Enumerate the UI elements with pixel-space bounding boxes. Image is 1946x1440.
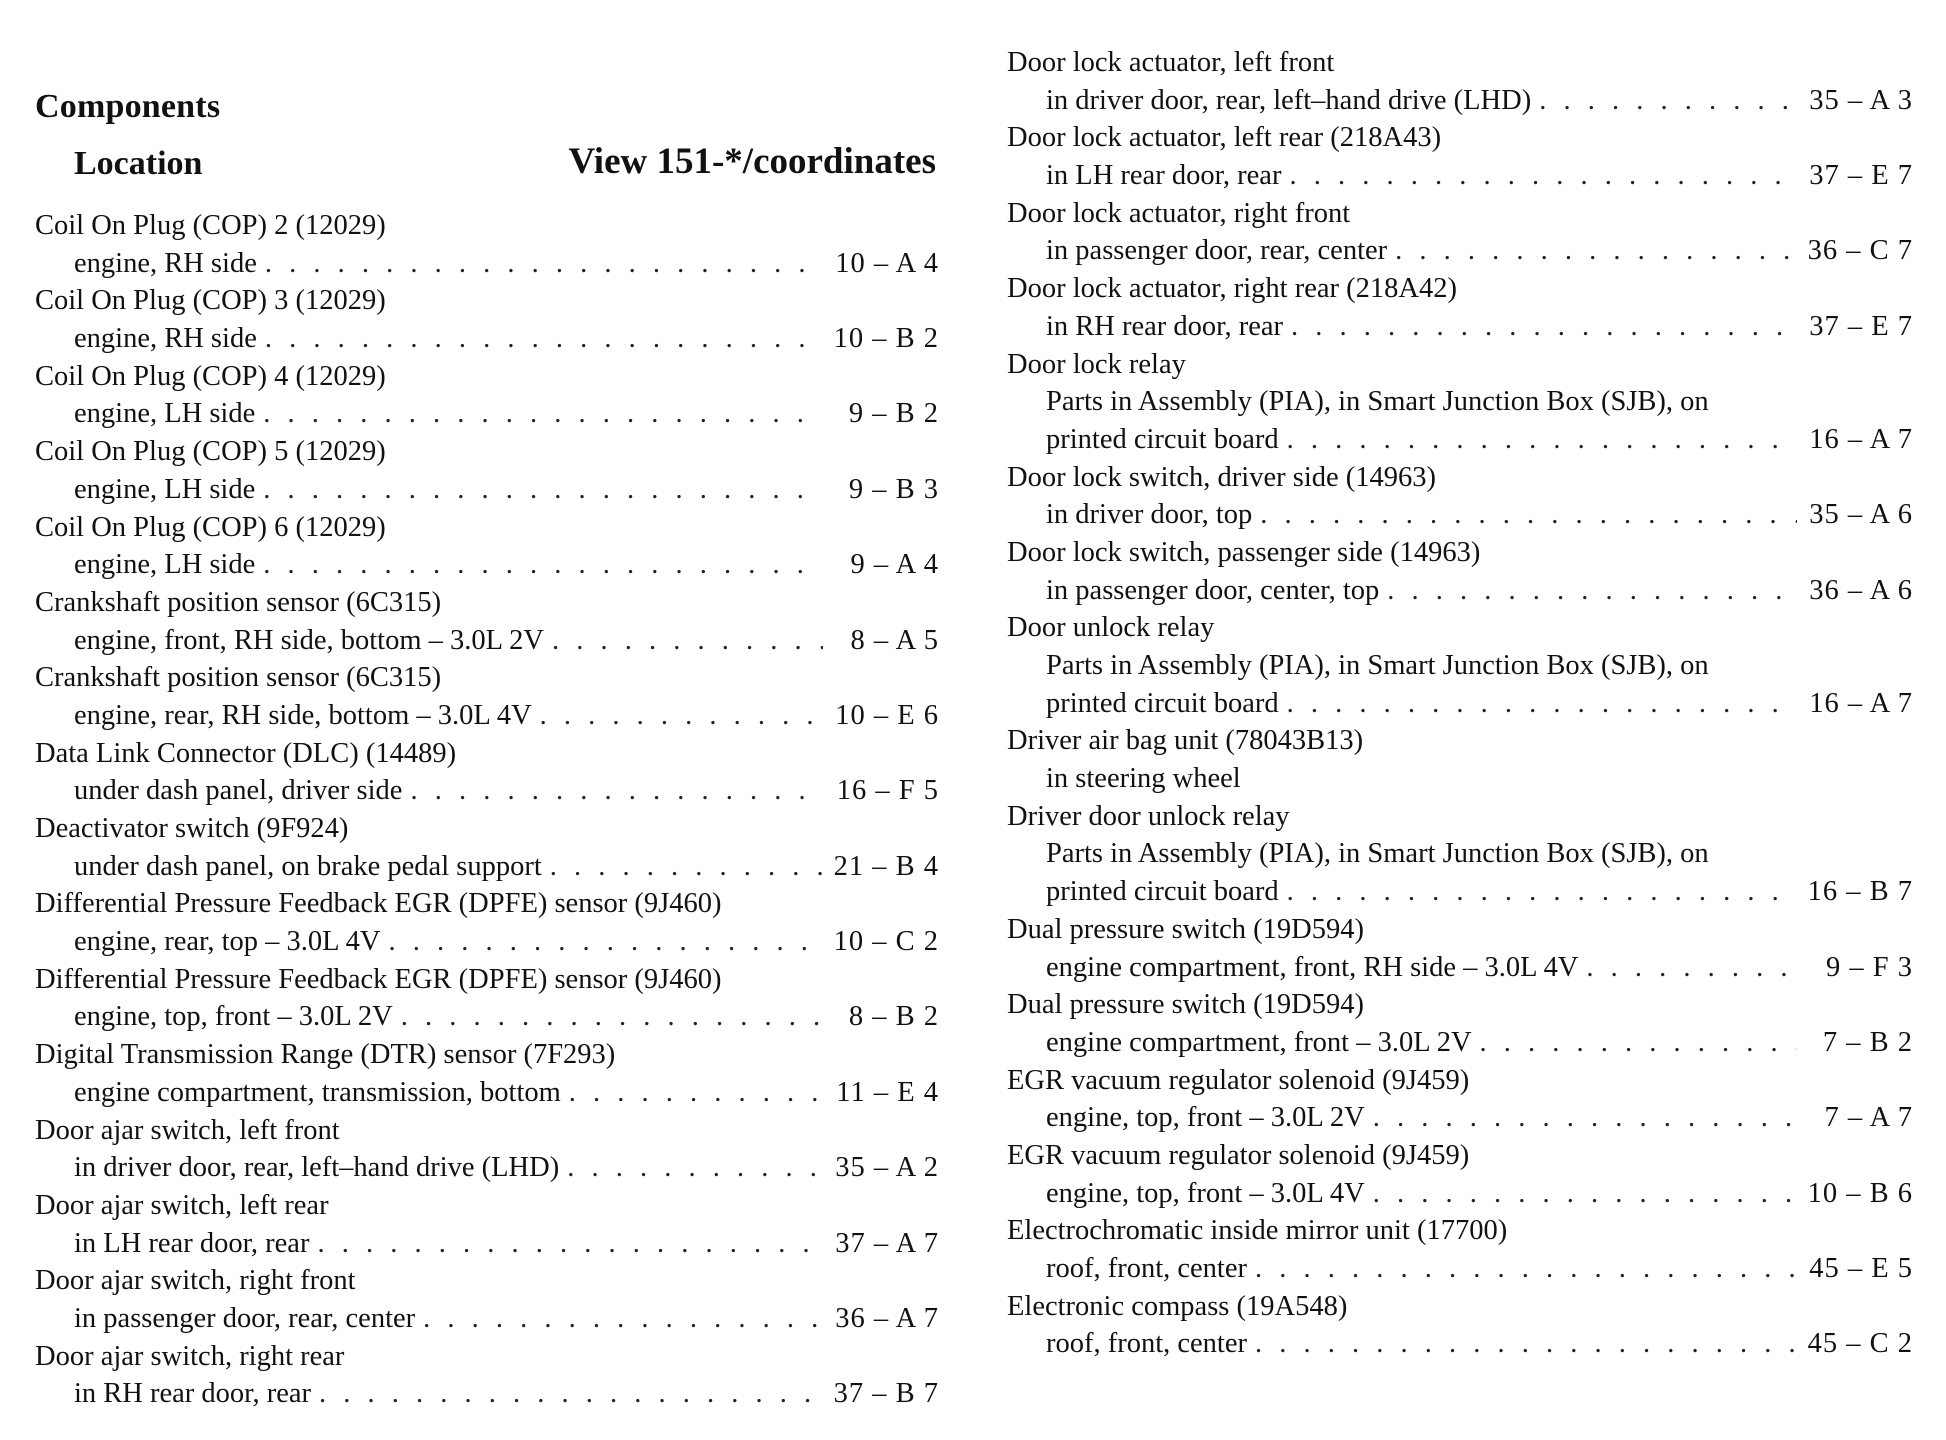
component-entry	[35, 1112, 939, 1187]
component-location-text: under dash panel, on brake pedal support	[74, 850, 542, 882]
component-name	[1007, 911, 1913, 949]
component-location-line	[35, 622, 939, 660]
component-location-line	[1007, 421, 1913, 459]
component-entry	[35, 584, 939, 659]
dot-leader	[1255, 1250, 1797, 1288]
dot-leader	[317, 1225, 823, 1263]
component-location-line	[1007, 760, 1913, 798]
component-name-text: Door ajar switch, left rear	[35, 1189, 329, 1221]
component-name-text: Driver door unlock relay	[1007, 800, 1290, 832]
view-coordinate: 16 – F 5	[836, 775, 939, 807]
component-name	[1007, 270, 1913, 308]
view-coordinate: 16 – A 7	[1809, 423, 1913, 455]
view-coordinate: 37 – B 7	[833, 1378, 939, 1410]
component-entry	[35, 282, 939, 357]
component-location-line	[35, 320, 939, 358]
component-name	[35, 659, 939, 697]
component-location-line	[35, 1074, 939, 1112]
component-name-text: Digital Transmission Range (DTR) sensor (7F293)	[35, 1039, 616, 1071]
component-name	[1007, 119, 1913, 157]
component-location-text: engine, front, RH side, bottom – 3.0L 2V	[74, 624, 544, 656]
component-location-line	[1007, 1024, 1913, 1062]
component-name-text: Door lock switch, passenger side (14963)	[1007, 536, 1481, 568]
component-location-line	[35, 395, 939, 433]
view-coordinate: 37 – A 7	[835, 1227, 939, 1259]
component-name-text: Door lock switch, driver side (14963)	[1007, 461, 1436, 493]
component-location-line	[35, 1225, 939, 1263]
component-entry	[1007, 195, 1913, 270]
component-location-text: in passenger door, rear, center	[74, 1302, 416, 1334]
component-name-text: Door ajar switch, left front	[35, 1114, 340, 1146]
component-location-text: in passenger door, center, top	[1046, 574, 1380, 606]
view-coordinate: 10 – B 6	[1807, 1177, 1913, 1209]
dot-leader	[1255, 1325, 1797, 1363]
component-name	[35, 1112, 939, 1150]
component-name-text: Door ajar switch, right front	[35, 1265, 356, 1297]
component-location-line	[1007, 1099, 1913, 1137]
component-location-line	[1007, 383, 1913, 421]
component-location-text: in driver door, rear, left–hand drive (LHD)	[1046, 84, 1532, 116]
right-column	[1007, 44, 1913, 1363]
component-name	[1007, 798, 1913, 836]
view-coordinate: 36 – A 6	[1809, 574, 1913, 606]
component-location-text: engine compartment, front, RH side – 3.0L 4V	[1046, 951, 1579, 983]
component-name-text: Differential Pressure Feedback EGR (DPFE) sensor (9J460)	[35, 963, 722, 995]
component-name-text: EGR vacuum regulator solenoid (9J459)	[1007, 1064, 1470, 1096]
component-location-line	[1007, 1325, 1913, 1363]
component-name-text: Dual pressure switch (19D594)	[1007, 989, 1364, 1021]
component-name	[35, 509, 939, 547]
dot-leader	[423, 1300, 823, 1338]
component-entry	[35, 207, 939, 282]
dot-leader	[1395, 232, 1797, 270]
component-name-text: Dual pressure switch (19D594)	[1007, 913, 1364, 945]
component-name	[35, 1262, 939, 1300]
view-coordinate: 10 – A 4	[835, 247, 939, 279]
component-name	[1007, 459, 1913, 497]
component-location-text: engine, top, front – 3.0L 2V	[1046, 1102, 1365, 1134]
component-location-text: printed circuit board	[1046, 423, 1279, 455]
component-name-text: Door unlock relay	[1007, 612, 1215, 644]
view-coordinate: 16 – B 7	[1807, 876, 1913, 908]
component-name	[35, 282, 939, 320]
component-name	[35, 735, 939, 773]
dot-leader	[265, 245, 823, 283]
component-location-text: in LH rear door, rear	[1046, 160, 1282, 192]
dot-leader	[388, 923, 823, 961]
component-entry	[1007, 534, 1913, 609]
component-entry	[1007, 1288, 1913, 1363]
component-location-line	[1007, 873, 1913, 911]
view-coordinate: 37 – E 7	[1809, 310, 1913, 342]
component-entry	[35, 961, 939, 1036]
component-entry	[1007, 1137, 1913, 1212]
view-coordinate: 37 – E 7	[1809, 160, 1913, 192]
component-entry	[35, 509, 939, 584]
component-location-text: roof, front, center	[1046, 1253, 1247, 1284]
dot-leader	[263, 546, 823, 584]
component-entry	[35, 659, 939, 734]
component-location-line	[1007, 232, 1913, 270]
component-location-line	[1007, 572, 1913, 610]
component-name-text: Door lock actuator, right rear (218A42)	[1007, 273, 1457, 305]
component-entry	[1007, 459, 1913, 534]
dot-leader	[319, 1375, 823, 1413]
component-name-text: Coil On Plug (COP) 6 (12029)	[35, 511, 386, 543]
component-entry	[1007, 609, 1913, 722]
component-location-text: in passenger door, rear, center	[1046, 235, 1388, 267]
component-name	[35, 1036, 939, 1074]
component-location-text: Parts in Assembly (PIA), in Smart Junction Box (SJB), on	[1046, 838, 1709, 870]
view-coordinate: 8 – B 2	[848, 1001, 939, 1033]
component-location-line	[1007, 685, 1913, 723]
component-location-text: engine, rear, RH side, bottom – 3.0L 4V	[74, 699, 532, 731]
component-entry	[35, 1187, 939, 1262]
component-name-text: Coil On Plug (COP) 3 (12029)	[35, 285, 386, 317]
dot-leader	[263, 395, 823, 433]
component-name-text: EGR vacuum regulator solenoid (9J459)	[1007, 1139, 1470, 1171]
view-coordinates-heading: View 151-*/coordinates	[568, 141, 936, 182]
component-name-text: Crankshaft position sensor (6C315)	[35, 586, 442, 618]
component-name	[35, 207, 939, 245]
view-coordinate: 9 – A 4	[850, 549, 939, 581]
component-name-text: Door ajar switch, right rear	[35, 1340, 345, 1372]
component-name	[1007, 1288, 1913, 1326]
component-name	[1007, 1062, 1913, 1100]
component-location-text: engine, rear, top – 3.0L 4V	[74, 926, 381, 958]
view-coordinate: 7 – A 7	[1824, 1102, 1913, 1134]
component-location-line	[35, 245, 939, 283]
component-entry	[1007, 44, 1913, 119]
component-name	[1007, 534, 1913, 572]
component-location-text: roof, front, center	[1046, 1328, 1247, 1360]
view-coordinate: 35 – A 6	[1809, 499, 1913, 531]
component-entry	[1007, 346, 1913, 459]
component-entry	[35, 1338, 939, 1413]
component-name	[1007, 44, 1913, 82]
component-name	[1007, 609, 1913, 647]
component-location-line	[35, 1149, 939, 1187]
component-name	[35, 1187, 939, 1225]
component-entry	[1007, 1062, 1913, 1137]
component-location-line	[1007, 157, 1913, 195]
view-coordinate: 45 – E 5	[1809, 1253, 1913, 1284]
dot-leader	[1373, 1099, 1797, 1137]
component-entry	[35, 1262, 939, 1337]
component-name-text: Door lock actuator, right front	[1007, 197, 1351, 229]
component-entry	[35, 885, 939, 960]
component-location-line	[35, 1375, 939, 1413]
dot-leader	[1289, 157, 1797, 195]
component-name-text: Data Link Connector (DLC) (14489)	[35, 737, 457, 769]
component-location-text: engine, RH side	[74, 247, 257, 279]
component-entry	[35, 810, 939, 885]
component-location-text: engine, LH side	[74, 398, 256, 430]
component-location-text: under dash panel, driver side	[74, 775, 403, 807]
dot-leader	[1260, 496, 1797, 534]
location-heading: Location	[74, 145, 203, 182]
component-name-text: Door lock relay	[1007, 348, 1186, 380]
component-name	[1007, 1137, 1913, 1175]
dot-leader	[1480, 1024, 1797, 1062]
view-coordinate: 16 – A 7	[1809, 687, 1913, 719]
view-coordinate: 21 – B 4	[833, 850, 939, 882]
dot-leader	[569, 1074, 823, 1112]
component-name	[1007, 986, 1913, 1024]
component-entry	[1007, 798, 1913, 911]
component-location-line	[35, 1300, 939, 1338]
component-name	[1007, 722, 1913, 760]
component-name	[1007, 195, 1913, 233]
component-location-line	[1007, 308, 1913, 346]
component-location-line	[35, 998, 939, 1036]
component-location-text: printed circuit board	[1046, 876, 1279, 908]
view-coordinate: 7 – B 2	[1822, 1026, 1913, 1058]
component-entry	[1007, 1212, 1913, 1287]
component-name-text: Coil On Plug (COP) 4 (12029)	[35, 360, 386, 392]
component-name-text: Driver air bag unit (78043B13)	[1007, 725, 1364, 757]
component-location-line	[1007, 496, 1913, 534]
component-name-text: Coil On Plug (COP) 5 (12029)	[35, 436, 386, 468]
dot-leader	[1287, 873, 1797, 911]
view-coordinate: 9 – F 3	[1826, 951, 1913, 983]
component-name-text: Electronic compass (19A548)	[1007, 1290, 1348, 1322]
component-location-text: engine compartment, transmission, bottom	[74, 1076, 561, 1108]
component-name-text: Door lock actuator, left front	[1007, 47, 1335, 78]
view-coordinate: 8 – A 5	[850, 624, 939, 656]
component-name-text: Door lock actuator, left rear (218A43)	[1007, 122, 1442, 154]
dot-leader	[567, 1149, 823, 1187]
view-coordinate: 36 – C 7	[1807, 235, 1913, 267]
component-location-text: engine, LH side	[74, 549, 256, 581]
dot-leader	[1539, 82, 1797, 120]
view-coordinate: 9 – B 3	[848, 473, 939, 505]
component-entry	[1007, 986, 1913, 1061]
component-location-text: Parts in Assembly (PIA), in Smart Junction Box (SJB), on	[1046, 386, 1709, 418]
view-coordinate: 10 – C 2	[833, 926, 939, 958]
component-location-text: printed circuit board	[1046, 687, 1279, 719]
component-location-line	[1007, 1250, 1913, 1288]
dot-leader	[401, 998, 823, 1036]
component-location-text: engine, RH side	[74, 323, 257, 355]
component-entry	[35, 1036, 939, 1111]
component-location-text: Parts in Assembly (PIA), in Smart Junction Box (SJB), on	[1046, 650, 1709, 681]
dot-leader	[263, 471, 823, 509]
component-location-line	[1007, 949, 1913, 987]
component-location-line	[1007, 835, 1913, 873]
component-location-text: in LH rear door, rear	[74, 1227, 310, 1259]
component-entry	[1007, 119, 1913, 194]
view-coordinate: 9 – B 2	[848, 398, 939, 430]
components-heading: Components	[35, 88, 221, 125]
component-location-text: in RH rear door, rear	[1046, 310, 1284, 342]
component-location-text: engine compartment, front – 3.0L 2V	[1046, 1026, 1472, 1058]
component-name	[1007, 346, 1913, 384]
component-name	[35, 810, 939, 848]
component-entry	[1007, 270, 1913, 345]
dot-leader	[1373, 1175, 1797, 1213]
component-location-text: in driver door, rear, left–hand drive (LHD)	[74, 1152, 560, 1184]
dot-leader	[1387, 572, 1797, 610]
view-coordinate: 36 – A 7	[835, 1302, 939, 1334]
dot-leader	[1291, 308, 1797, 346]
component-name	[35, 1338, 939, 1376]
component-name-text: Electrochromatic inside mirror unit (17700)	[1007, 1215, 1508, 1247]
component-location-text: engine, LH side	[74, 473, 256, 505]
component-location-line	[35, 471, 939, 509]
component-entry	[35, 358, 939, 433]
component-location-line	[35, 848, 939, 886]
component-name	[35, 358, 939, 396]
left-column	[35, 207, 939, 1413]
component-entry	[35, 735, 939, 810]
dot-leader	[1287, 421, 1797, 459]
component-entry	[35, 433, 939, 508]
component-location-text: engine, top, front – 3.0L 4V	[1046, 1177, 1365, 1209]
view-coordinate: 11 – E 4	[836, 1076, 939, 1108]
component-name	[35, 961, 939, 999]
dot-leader	[550, 848, 823, 886]
component-location-text: in steering wheel	[1046, 763, 1241, 795]
dot-leader	[1586, 949, 1797, 987]
dot-leader	[1287, 685, 1797, 723]
component-name	[35, 433, 939, 471]
component-location-line	[35, 923, 939, 961]
component-location-line	[35, 546, 939, 584]
view-coordinate: 35 – A 3	[1809, 84, 1913, 116]
view-coordinate: 45 – C 2	[1807, 1328, 1913, 1360]
component-entry	[1007, 722, 1913, 797]
dot-leader	[265, 320, 823, 358]
component-location-line	[1007, 647, 1913, 685]
component-name	[35, 885, 939, 923]
component-location-line	[1007, 1175, 1913, 1213]
dot-leader	[410, 772, 823, 810]
component-name	[35, 584, 939, 622]
component-location-line	[35, 697, 939, 735]
component-name-text: Deactivator switch (9F924)	[35, 813, 349, 844]
component-location-text: in driver door, top	[1046, 499, 1253, 531]
component-name	[1007, 1212, 1913, 1250]
view-coordinate: 35 – A 2	[835, 1152, 939, 1184]
component-location-text: engine, top, front – 3.0L 2V	[74, 1001, 393, 1033]
component-name-text: Crankshaft position sensor (6C315)	[35, 662, 442, 694]
dot-leader	[552, 622, 823, 660]
component-location-text: in RH rear door, rear	[74, 1378, 312, 1410]
component-location-line	[35, 772, 939, 810]
dot-leader	[540, 697, 823, 735]
view-coordinate: 10 – B 2	[833, 323, 939, 355]
component-name-text: Coil On Plug (COP) 2 (12029)	[35, 210, 386, 241]
component-entry	[1007, 911, 1913, 986]
view-coordinate: 10 – E 6	[835, 699, 939, 731]
component-location-line	[1007, 82, 1913, 120]
component-name-text: Differential Pressure Feedback EGR (DPFE) sensor (9J460)	[35, 888, 722, 920]
